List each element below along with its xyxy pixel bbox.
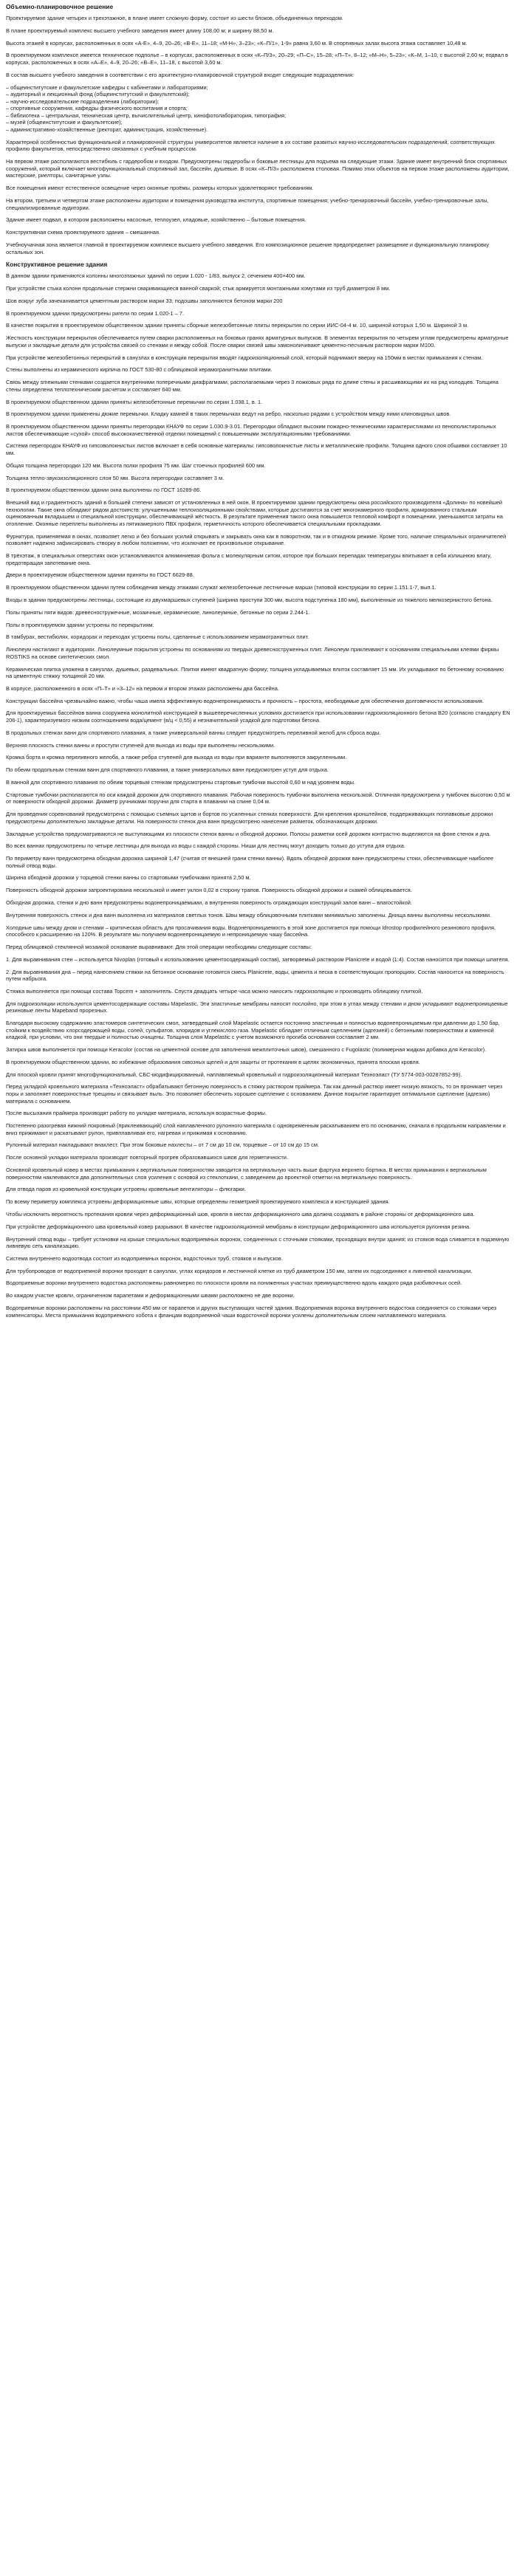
paragraph: По обеим продольным стенкам ванн для спортивного плавания, а также универсальных ванн предусмотрен уступ для отдыха.: [6, 766, 329, 774]
paragraph: После высыхания праймера производят работу по укладке материала, используя возрастные формы.: [6, 1110, 267, 1117]
paragraph: Связь между smежными стенками создается внутренними поперечными диафрагмами, располагаемыми через 3 ложковых ряда по длине стены и расшивающими их на ряд колодцев. Толщина стены определена теплотехническим расчетом и составляет 640 мм.: [6, 379, 499, 393]
paragraph: Стены выполнены из керамического кирпича по ГОСТ 530-80 с облицовкой керамогранитными плитами.: [6, 366, 273, 374]
paragraph: Перед облицовкой стеклянной мозаикой основание выравнивают. Для этой операции необходимы следующие составы:: [6, 943, 312, 950]
paragraph: Керамическая плитка уложена в санузлах, душевых, раздевальных. Плитки имеют квадратную форму; толщина укладываемых плиток составляет 15 мм. Их укладывают по бетонному основанию на цементную стяжку толщиной 20 мм.: [6, 665, 504, 680]
list-item: – музей (общеинститутские и факультетские);: [6, 119, 123, 126]
paragraph: Для проектируемых бассейнов ванна сооружена монолитной конструкцией в вышеперечисленных условиях достигается при использовании гидроизоляционного бетона В20 (согласно стандарту EN 206-1), характеризуемого низким соотношением вода/цемент (в/ц < 0,55) и незначительной усадкой для подготовки бетона.: [6, 710, 510, 724]
paragraph: Водоприемные воронки внутреннего водостока расположены равномерно по плоскости кровли на пониженных участках преимущественно вдоль каждого ряда разбивочных осей.: [6, 1280, 462, 1287]
document-title: Объемно-планировочное решение: [6, 3, 114, 10]
paragraph: При устройстве деформационного шва кровельный ковер разрывают. В качестве гидроизоляционной мембраны в конструкции деформационного шва используется рулонная резина.: [6, 1223, 471, 1230]
paragraph: Основной кровельный ковер в местах примыкания к вертикальным поверхностям заводится на вертикальную часть выше фартука верхнего бортика. В местах примыкания к вертикальным поверхностям наклеиваются два дополнительных слоя усиления с основой из стеклоткани, с заведением до проектной отметки на вертикальную поверхность.: [6, 1167, 487, 1181]
construction-section: [6, 272, 511, 1319]
paragraph: При устройстве стыка колонн продольные стержни сваривающиеся ванной сваркой; стык армируется монтажными хомутами из труб диаметром 8 мм.: [6, 285, 391, 292]
paragraph: Верхняя плоскость стенки ванны и проступи ступеней для выхода из воды при выполнены нескользкими.: [6, 741, 275, 749]
paragraph: Учебноучачная зона является главной в проектируемом комплексе высшего учебного заведения. Его композиционное решение предопределяет размещение и функциональную планировку остальных зон.: [6, 241, 490, 255]
paragraph: В трёхэтаж, в специальных отверстиях окон установливаются алюминиевая фольга с молекулярным ситом, которое при больших перепадах температуры впитывает в себя излишнюю влагу, предотвращая запотевание окна.: [6, 552, 492, 566]
section-heading: Конструктивное решение здания: [6, 261, 108, 269]
paragraph: Постепенно разогревая нижний покровный (приклеивающий) слой наплавленного рулонного материала с одновременным раскатыванием его по основанию, сначала в продольном направлении и вниз прижимают и раскатывают рулон, привплавливая его, нагревая и прижимая к основанию.: [6, 1122, 506, 1136]
list-item: – аудиторный и лекционный фонд (общеинститутский и факультетский);: [6, 91, 190, 98]
paragraph: В проектируемом общественном здании путем соблюдения между этажами служат железобетонные лестничные марши (типовой конструкции по серии 1.151.1-7, вып.1.: [6, 584, 436, 591]
paragraph: Система внутреннего водоотвода состоит из водоприемных воронок, водосточных труб, стояков и выпусков.: [6, 1254, 283, 1262]
planning-section: [6, 139, 511, 255]
intro-section: [6, 15, 511, 78]
paragraph: Внешний вид и градиентность зданий в большей степени зависят от установленных в ней окон. В проектируемом здании предусмотрены окна российского производителя «Долина» по новейшей технологии. Такие окна обладают рядом достоинств: улучшенными теплоизоляционными свойствами, которые достигаются за счет многокамерного профиля, армированного стальным оцинкованным вкладышем и специальной конструкции, обеспечивающей жёсткость. В результате применения такого окна повышается тепловой комфорт в помещении, уменьшаются затраты на отопление. Оконные переплеты выполнены из пятикамерного ПВХ профиля, герметичность которого обеспечивается специальными прокладками.: [6, 499, 503, 527]
paragraph: В тамбурах, вестибюлях, коридорах и переходах устроены полы, сделанные с использованием керамогранитных плит.: [6, 633, 309, 641]
paragraph: В плане проектируемый комплекс высшего учебного заведения имеет длину 108,00 м; и ширину 88,50 м.: [6, 27, 274, 34]
paragraph: Полы приняты пяти видов: древесностружечные, мозаичные, керамические, линолеумные, бетонные по серии 2.244-1.: [6, 608, 310, 616]
paragraph: Рулонный материал накладывают внахлест. При этом боковые нахлесты – от 7 см до 10 см, торцевые – от 10 см до 15 см.: [6, 1141, 319, 1149]
paragraph: На втором, третьем и четвертом этаже расположены аудитории и помещения руководства института, спортивные помещения; учебно-тренировочный бассейн, учебно-тренировочные залы, специализированные аудитории.: [6, 196, 489, 211]
paragraph: В проектируемом общественном здании окна выполнены по ГОСТ 16289-86.: [6, 487, 202, 494]
paragraph: Фурнитура, применяемая в окнах, позволяет легко и без больших усилий открывать и закрывать окна как в поворотном, так и в откидном режиме. Кроме того, наличие специальных ограничителей позволяет надежно зафиксировать створку в любом положении, что исключает ее произвольное открывание.: [6, 532, 507, 547]
paragraph: В корпусе, расположенного в осях «П–Т» и «3–12» на первом и втором этажах расположены два бассейна.: [6, 684, 279, 692]
paragraph: Ширина обходной дорожки у торцевой стенки ванны со стартовыми тумбочками принята 2,50 м.: [6, 874, 251, 882]
paragraph: В качестве покрытия в проектируемом общественном здании приняты сборные железобетонные плиты перекрытия по серии ИИС-04-4 м. 10, шириной которых 1,50 м. Шириной 3 м.: [6, 322, 469, 329]
paragraph: Здание имеет подвал, в котором расположены насосные, теплоузел, кладовые, хозяйственно – бытовые помещения.: [6, 216, 307, 224]
paragraph: В состав высшего учебного заведения в соответствии с его архитектурно-планировочной структурой входят следующие подразделения:: [6, 71, 354, 78]
paragraph: Благодаря высокому содержанию эластомеров синтетических смол, затвердевший слой Mapelastic остается постоянно эластичным и полностью водонепроницаемым при давлении до 1,50 бар, стойким к воздействию хлорсодержащей воды, солей, сульфатов, хлоридов и углекислого газа. Mapelastic обладает отличным сцеплением (адгезией) с бетонными поверхностями и каменной кладкой, при условии, что они твердые и полностью очищены. Толщина слоя Mapelastic с учетом возможного прогиба основания составляет 2 мм.: [6, 1020, 500, 1041]
paragraph: Проектируемое здание четырех и трехэтажное, в плане имеет сложную форму, состоит из шести блоков, объединенных переходом.: [6, 15, 343, 21]
paragraph: Холодные швы между дном и стенами – критическая область для просачивания воды. Водонепроницаемость в этой зоне достигается при помощи Idrostop профилейного резинового профиля, способного к расширению на 120%. В результате мы получаем водонепроницаемую и непроницаемую чашу бассейна.: [6, 924, 496, 938]
paragraph: Для трубопроводов от водоприемной воронки проходят в санузлах, углах коридоров и лестничной клетке из труб диаметром 150 мм, затем их подсоединяют к ливневой канализации.: [6, 1267, 473, 1274]
list-item: – библиотека – центральная, техническая центр, вычислительный центр, кинофотолаборатория, типография;: [6, 111, 287, 119]
paragraph: Шов вокруг зуба зачеканивается цементным раствором марки 33; подошвы заполняются бетоном марки 200: [6, 297, 283, 304]
paragraph: Характерной особенностью функциональной и планировочной структуры университетов является наличие в их составе развитых научно-исследовательских подразделений, соответствующих профилю факультетов, непосредственно связанных с учебным процессом.: [6, 138, 495, 153]
paragraph: Для отвода паров из кровельной конструкции устроены кровельные вентиляторы – флюгарки.: [6, 1186, 246, 1193]
paragraph: Поверхность обходной дорожки запроектирована нескользкой и имеет уклон 0,02 в сторону трапов. Поверхность обходной дорожки и скамей облицовывается.: [6, 887, 412, 894]
paragraph: По периметру ванн предусмотрена обходная дорожка шириной 1,47 (считая от внешней грани стенки ванны). Вдоль обходной дорожки ванн предусмотрены стоки, обеспечивающие наиболее полный отвод воды.: [6, 855, 494, 869]
paragraph: Конструктивная схема проектируемого здания – смешанная.: [6, 229, 161, 236]
paragraph: В ванной для спортивного плавания по обеим торцевым стенкам предусмотрены стартовые тумбочки высотой 0,60 м над уровнем воды.: [6, 778, 355, 786]
paragraph: Общая толщина перегородки 120 мм. Высота полки профиля 75 мм. Шаг стоечных профилей 600 мм.: [6, 461, 266, 469]
subdivision-list: [6, 84, 511, 134]
paragraph: Водоприемные воронки расположены на расстоянии 450 мм от парапетов и других выступающих частей здания. Водоприемная воронка внутреннего водостока соединяется со стояками через компенсаторы. Места примыкания водоприемного хобота к фланцам водоприемной чаши водосточной воронки усилены дополнительным слоем наплавляемого материала.: [6, 1305, 497, 1319]
paragraph: Чтобы исключить вероятность протекания кровли через деформационный шов, кровля в местах деформационного шва должна создавать в районе стороны от деформационного шва.: [6, 1210, 475, 1217]
list-item: – общеинститутские и факультетские кафедры с кабинетами и лабораториями;: [6, 83, 208, 91]
paragraph: Стяжка выполняется при помощи состава Topcem + заполнитель. Спустя двадцать четыре часа можно наносить гидроизоляцию и производить облицовку плиткой.: [6, 987, 423, 995]
paragraph: Высота этажей в корпусах, расположенных в осях «А-Е», 4–9, 20–26; «В-Е», 11–18; «М-Н», 3–23»; «К–П/1», 1-9» равна 3,60 м. В спортивных залах высота этажа составляет 10,48 м.: [6, 39, 468, 47]
paragraph: Жесткость конструкции перекрытия обеспечивается путем сварки расположенных на боковых гранях арматурных выпусков. В элементах перекрытия по четырем углам предусмотрены арматурные выпуски и закладные детали для устройства связей со стенами и между собой. После сварки связей швы замоноличивают цементно-песчаным раствором марки М100.: [6, 334, 509, 348]
paragraph: Затирка швов выполняется при помощи Keracolor (состав на цементной основе для заполнения межплиточных швов), смешанного с Fugolastic (полимерная жидкая добавка для Keracolor).: [6, 1046, 487, 1053]
paragraph: 2. Для выравнивания дна – перед нанесением стяжки на бетонное основание готовится смесь Planicrete, воды, цемента и песка в соответствующих пропорциях. Состав наносится на поверхность путем набрызга.: [6, 968, 504, 983]
paragraph: В проектируемом здании предусмотрены ригели по серии 1.020-1 – 7.: [6, 309, 184, 317]
paragraph: В проектируемом общественном здании приняты железобетонные перемычки по серии 1.038.1, в. 1.: [6, 398, 263, 405]
paragraph: В проектируемом здании применены дюжие перемычки. Кладку камней в таких перемычках ведут на ребро, насколько рядами с устройством между ними клиновидных швов.: [6, 411, 451, 418]
paragraph: Во каждом участке кровли, ограниченном парапетами и деформационными швами расположено не две воронки.: [6, 1292, 295, 1299]
paragraph: Перед укладкой кровельного материала «Техноэласт» обрабатывают бетонную поверхность в стяжку раствором праймера. Так как данный раствор имеет низкую вязкость, то он проникает через поры и заполняет поверхностные трещины и связывает пыль. Это позволяет обеспечить хорошее сцепление с основанием. Данное покрытие гарантирует оптимальное сцепление (адгезию) материала с основанием.: [6, 1083, 503, 1105]
list-item: – научно-исследовательские подразделения (лаборатории);: [6, 97, 160, 105]
paragraph: Закладные устройства предусматриваются не выступающими из плоскости стенок ванны и обходной дорожки. Полосы разметки осей дорожек контрастно выделяются на фоне стенок и дна.: [6, 830, 491, 837]
paragraph: По всему периметру комплекса устроены деформационные швы, которые определены геометрией проектируемого комплекса и конструкцией здания.: [6, 1198, 390, 1206]
paragraph: Для проведения соревнований предусмотрена с помощью съемных щитов и бортов по усиленных стенках поверхности. Для крепления кронштейнов, поддерживающих поплавковые дорожки предусмотрены дополнительно закладные детали. На поверхности стенок дна ванн предусмотрено нанесение разметок, обозначающих дорожки.: [6, 811, 493, 825]
paragraph: В данном здании применяются колонны многоэтажных зданий по серии 1.020 - 1/83, выпуск 2, сечением 400×400 мм.: [6, 272, 306, 280]
paragraph: В проектируемом общественном здании, во избежание образования сквозных щелей и для защиты от протекания в щелях экономичных, принята плоская кровля.: [6, 1058, 420, 1065]
paragraph: Для гидроизоляции используются цементосодержащие составы Mapelastic. Эти эластичные мембраны наносят послойно, при этом в углах между стенами и дном укладывают водонепроницаемые резиновые ленты Mapeband прорезных.: [6, 1000, 508, 1014]
list-item: – спортивные сооружения, кафедры физического воспитания и спорта;: [6, 105, 188, 112]
paragraph: Конструкции бассейна чрезвычайно важно, чтобы чаша имела эффективную водонепроницаемость и прочность – простота, необходимые для обеспечения долговечности использования.: [6, 697, 484, 704]
paragraph: В проектируемом комплексе имеется техническое подполье – в корпусах, расположенных в осях «К–П/3», 20–29; «П–С», 15–28; «П–Т», 8–12; «М–Н», 5–23»; «К–М, 1–10, с высотой 2,60 м; подвал в корпусах, расположенных в осях «А–Е», 4–9, 20–26; «В–Е», 11–18, с высотой 3,60 м.: [6, 52, 508, 66]
paragraph: Для плоской кровли принят многофункциональный, СБС-модифицированный, наплавляемый кровельный и гидроизоляционный материал Техноэласт (ТУ 5774-003-00287852-99).: [6, 1071, 462, 1078]
paragraph: Линолеум настилают в аудиториях. Линолеумные покрытия устроены по основаниям из твердых древесноструженных плит. Линолеум приклеивают к основаниям специальными клеями фирмы ROSTIKS на основе синтетических смол.: [6, 646, 499, 660]
paragraph: Все помещения имеют естественное освещение через оконные проёмы, размеры которых удовлетворяют требованиям.: [6, 185, 314, 192]
paragraph: На первом этаже располагаются вестибюль с гардеробом и входом. Предусмотрены гардеробы и боковые лестницы для подъема на следующие этажи. Здание имеет внутренний блок спортивных сооружений, который включает многофункциональный спортивный зал, бассейн, душевые. В осях «К–П/3» расположена столовая. Помимо этих объектов на первом этаже расположены аудитории, мастерские, риелторы, санитарные узлы.: [6, 158, 510, 179]
paragraph: Стартовые тумбочки располагаются по оси каждой дорожки для спортивного плавания. Рабочая поверхность тумбочки выполнена нескользкой. Отличная предусмотрена у тумбочек высотою 0,50 м от поверхности обходной дорожки. Диаметр ручниками поручни для старта в плавании на спине 0,04 м.: [6, 791, 510, 806]
paragraph: Во всех ваннах предусмотрены по четыре лестницы для выхода из воды с каждой стороны. Ниши для лестниц могут доходить только до уступа для отдыха.: [6, 842, 405, 850]
paragraph: В продольных стенках ванн для спортивного плавания, а также универсальной ванны следует предусмотреть переливной желоб для сброса воды.: [6, 729, 381, 736]
paragraph: В проектируемом общественном здании приняты перегородки КНАУФ по серии 1.030.9-3.01. Перегородки обладают высоким пожарно-техническими характеристиками из пенополистирольных листов обеспечивающие «сухой» способ высококачественной отделки помещений с повышенными эксплуатационными требованиями.: [6, 423, 496, 437]
paragraph: 1. Для выравнивания стен – используется Nivoplan (готовый к использованию цементосодержащий состав), затворяемый раствором Planicrete и водой (1:4). Состав наносится при помощи шпателя.: [6, 955, 510, 963]
paragraph: Система перегородок КНАУФ из гипсоволокнистых листов включает в себя основные материалы: гипсоволокнистые листы и металлические профили. Толщина одного слоя обшивки составляет 10 мм.: [6, 442, 507, 457]
paragraph: Входы в здании предусмотрены лестницы, состоящие из двухмаршевых ступеней (ширина проступи 300 мм, высота подступенка 180 мм), выполненные из тяжелого мелкозернистого бетона.: [6, 597, 493, 604]
paragraph: Полы в проектируемом здании устроены по перекрытиям.: [6, 621, 154, 628]
paragraph: Кромка борта и кромка переливного желоба, а также ребра ступеней для выхода из воды при варианте выполняются закругленными.: [6, 754, 347, 761]
paragraph: Обходная дорожка, стенки и дно ванн предусмотрены водонепроницаемыми, а внутренняя поверхность ограждающих конструкций залов ванн – влагостойкой.: [6, 899, 412, 906]
paragraph: Двери в проектируемом общественном здании приняты по ГОСТ 6629-88.: [6, 571, 194, 579]
paragraph: Внутренняя поверхность стенок и дна ванн выполнена из материалов светлых тонов. Швы между облицовочными плитками минимально заполнены. Днища ванны выполнены нескользкими.: [6, 911, 492, 918]
paragraph: При устройстве железобетонных перекрытий в санузлах в конструкции перекрытия вводят гидроизоляционный слой, который поднимают вверху на 150мм в местах примыкания к стенам.: [6, 354, 483, 361]
list-item: – административно-хозяйственные (ректорат, администрация, хозяйственные).: [6, 126, 208, 134]
paragraph: После основной укладки материала производят повторный прогрев образовавшихся швов для герметичности.: [6, 1154, 288, 1161]
paragraph: Внутренний отвод воды – требует установки на крыше специальных водоприемных воронок, соединенных с сточными стояками, проходящих внутри здания; из стояков вода сливается в подземную ливневую сеть канализацию.: [6, 1235, 510, 1250]
paragraph: Толщина тепло-звукоизоляционного слоя 50 мм. Высота перегородки составляет 3 м.: [6, 474, 225, 481]
